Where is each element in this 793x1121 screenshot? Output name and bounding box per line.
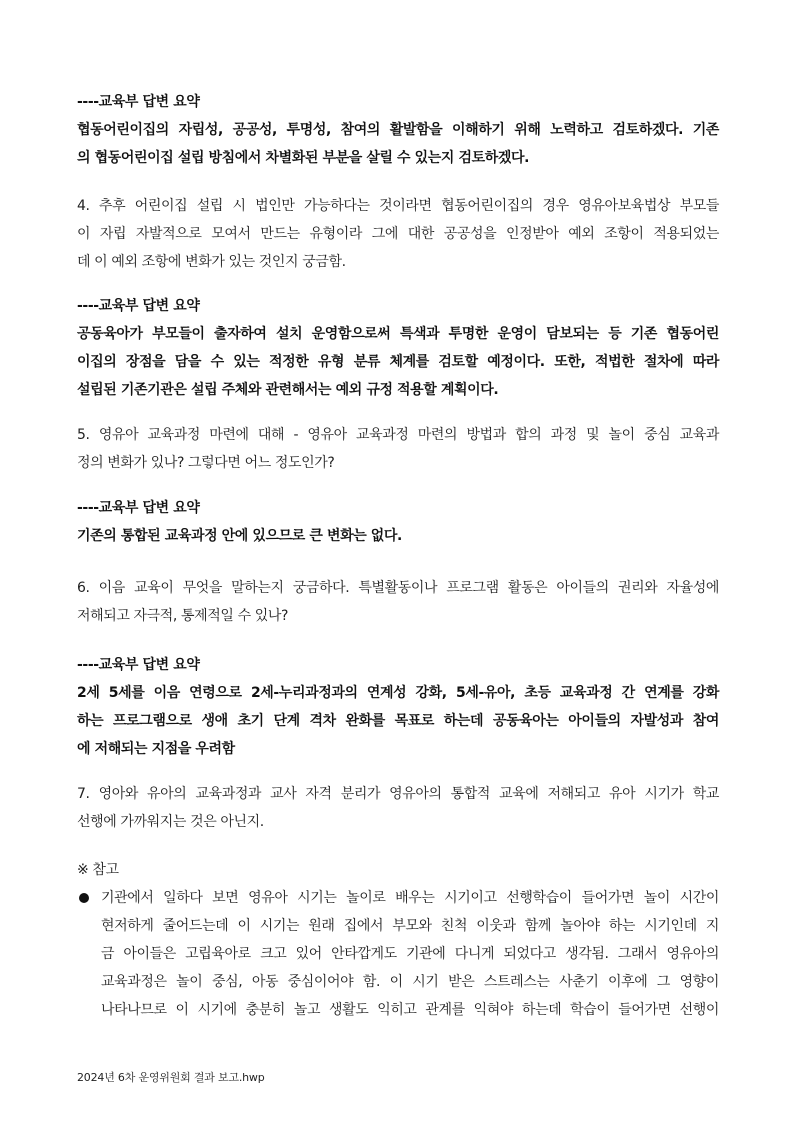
document-footer-filename: 2024년 6차 운영위원회 결과 보고.hwp — [77, 1071, 265, 1084]
answer-header: ----교육부 답변 요약 — [77, 657, 200, 673]
answer-header: ----교육부 답변 요약 — [77, 298, 200, 314]
question-line: 저해되고 자극적, 통제적일 수 있나? — [77, 608, 289, 624]
question-line: 7. 영아와 유아의 교육과정과 교사 자격 분리가 영유아의 통합적 교육에 저해되고 유아 시기가 학교 — [77, 786, 719, 802]
question-4 — [77, 192, 719, 276]
note-title-block — [77, 856, 719, 884]
answer-line: 이집의 장점을 담을 수 있는 적정한 유형 분류 체계를 검토할 예정이다. 또한, 적법한 절차에 따라 — [77, 354, 719, 370]
question-line: 선행에 가까워지는 것은 아닌지. — [77, 814, 264, 830]
note-line: 기관에서 일하다 보면 영유아 시기는 놀이로 배우는 시기이고 선행학습이 들어가면 놀이 시간이 — [101, 890, 719, 906]
answer-header: ----교육부 답변 요약 — [77, 500, 200, 516]
note-line: 현저하게 줄어드는데 이 시기는 원래 집에서 부모와 친척 이웃과 함께 놀아야 하는 시기인데 지 — [101, 918, 719, 934]
answer-line: 에 저해되는 지점을 우려함 — [77, 741, 235, 757]
bullet-icon — [79, 893, 89, 903]
note-bullet-item — [77, 884, 719, 1024]
answer-section-1 — [77, 88, 719, 172]
question-5 — [77, 421, 719, 477]
note-bullet-text — [101, 884, 719, 1024]
answer-line: 하는 프로그램으로 생애 초기 단계 격차 완화를 목표로 하는데 공동육아는 아이들의 자발성과 참여 — [77, 713, 719, 729]
answer-line: 기존의 통합된 교육과정 안에 있으므로 큰 변화는 없다. — [77, 528, 402, 544]
note-line: 나타나므로 이 시기에 충분히 놀고 생활도 익히고 관계를 익혀야 하는데 학습이 들어가면 선행이 — [101, 1002, 719, 1018]
answer-line: 2세 5세를 이음 연령으로 2세-누리과정과의 연계성 강화, 5세-유아, 초등 교육과정 간 연계를 강화 — [77, 685, 719, 701]
question-line: 4. 추후 어린이집 설립 시 법인만 가능하다는 것이라면 협동어린이집의 경우 영유아보육법상 부모들 — [77, 198, 719, 214]
note-line: 교육과정은 놀이 중심, 아동 중심이어야 함. 이 시기 받은 스트레스는 사춘기 이후에 그 영향이 — [101, 974, 719, 990]
question-6 — [77, 574, 719, 630]
answer-section-6 — [77, 651, 719, 763]
question-line: 6. 이음 교육이 무엇을 말하는지 궁금하다. 특별활동이나 프로그램 활동은 아이들의 권리와 자율성에 — [77, 580, 719, 596]
note-title: ※ 참고 — [77, 862, 119, 878]
answer-line: 의 협동어린이집 설립 방침에서 차별화된 부분을 살릴 수 있는지 검토하겠다. — [77, 150, 530, 166]
answer-line: 협동어린이집의 자립성, 공공성, 투명성, 참여의 활발함을 이해하기 위해 노력하고 검토하겠다. 기존 — [77, 122, 719, 138]
answer-section-4 — [77, 292, 719, 404]
question-line: 이 자립 자발적으로 모여서 만드는 유형이라 그에 대한 공공성을 인정받아 예외 조항이 적용되었는 — [77, 226, 719, 242]
question-line: 정의 변화가 있나? 그렇다면 어느 정도인가? — [77, 455, 335, 471]
answer-line: 공동육아가 부모들이 출자하여 설치 운영함으로써 특색과 투명한 운영이 담보되는 등 기존 협동어린 — [77, 326, 719, 342]
answer-line: 설립된 기존기관은 설립 주체와 관련해서는 예외 규정 적용할 계획이다. — [77, 382, 499, 398]
answer-header: ----교육부 답변 요약 — [77, 94, 200, 110]
question-7 — [77, 780, 719, 836]
question-line: 데 이 예외 조항에 변화가 있는 것인지 궁금함. — [77, 254, 346, 270]
note-line: 금 아이들은 고립육아로 크고 있어 안타깝게도 기관에 다니게 되었다고 생각됨. 그래서 영유아의 — [101, 946, 719, 962]
question-line: 5. 영유아 교육과정 마련에 대해 - 영유아 교육과정 마련의 방법과 합의 과정 및 놀이 중심 교육과 — [77, 427, 719, 443]
answer-section-5 — [77, 494, 719, 550]
